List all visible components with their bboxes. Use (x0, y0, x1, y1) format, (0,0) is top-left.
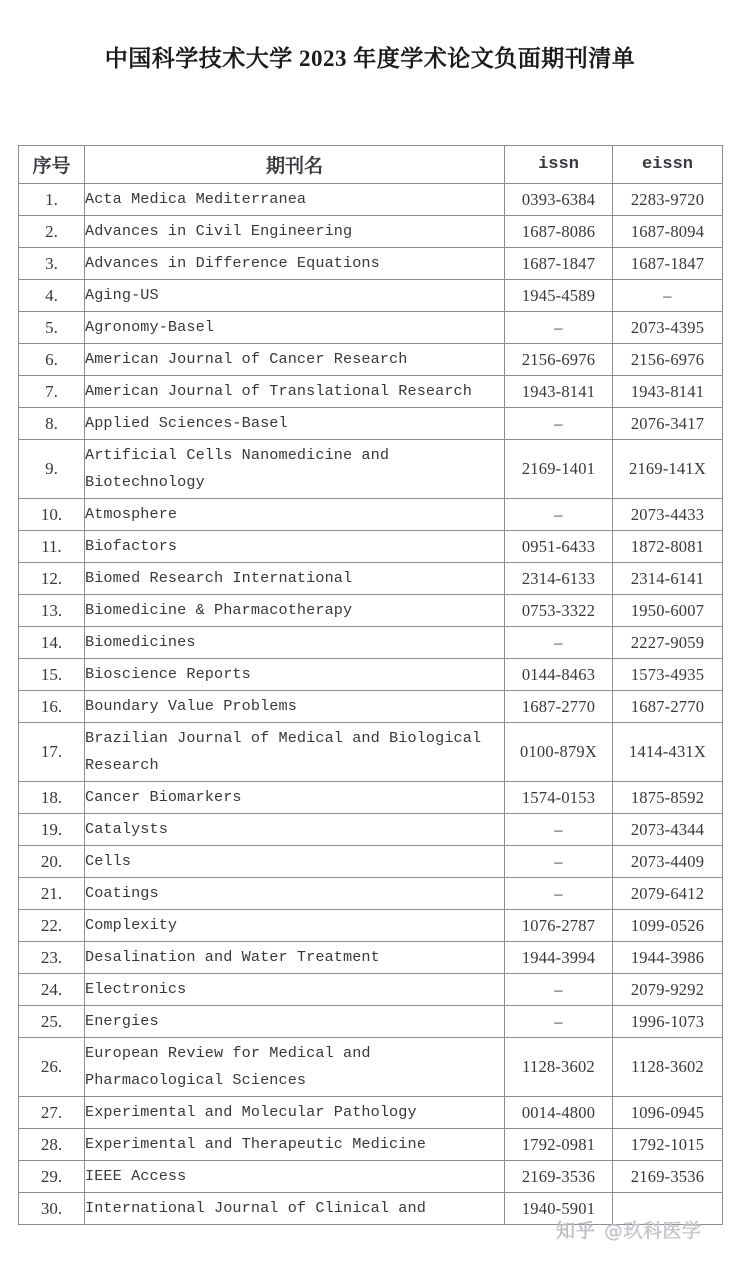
cell-index: 9. (19, 440, 85, 499)
cell-index: 5. (19, 312, 85, 344)
cell-issn: – (505, 814, 613, 846)
cell-eissn: 1996-1073 (613, 1006, 723, 1038)
cell-eissn: 2076-3417 (613, 408, 723, 440)
table-row (19, 846, 723, 878)
cell-index: 28. (19, 1129, 85, 1161)
cell-index: 13. (19, 595, 85, 627)
cell-journal-name (85, 691, 505, 723)
journal-name-line: Research (85, 756, 159, 774)
cell-eissn: 2169-3536 (613, 1161, 723, 1193)
journal-name-line: Energies (85, 1012, 159, 1031)
journal-name-line: Advances in Difference Equations (85, 254, 380, 273)
cell-eissn: 2156-6976 (613, 344, 723, 376)
table-row (19, 910, 723, 942)
cell-index: 2. (19, 216, 85, 248)
table-row (19, 814, 723, 846)
cell-journal-name (85, 531, 505, 563)
cell-journal-name (85, 1097, 505, 1129)
cell-issn: 1940-5901 (505, 1193, 613, 1225)
table-row (19, 659, 723, 691)
journal-name-line: Experimental and Molecular Pathology (85, 1103, 417, 1122)
journal-name-line: Desalination and Water Treatment (85, 948, 380, 967)
cell-issn: 0100-879X (505, 723, 613, 782)
journal-name-line: Applied Sciences-Basel (85, 414, 288, 433)
journal-name-line: Complexity (85, 916, 178, 935)
cell-journal-name (85, 814, 505, 846)
cell-eissn: 2283-9720 (613, 184, 723, 216)
cell-eissn (613, 1193, 723, 1225)
cell-index: 21. (19, 878, 85, 910)
cell-issn: 0951-6433 (505, 531, 613, 563)
cell-eissn: 2079-6412 (613, 878, 723, 910)
table-row (19, 248, 723, 280)
cell-eissn: 1099-0526 (613, 910, 723, 942)
cell-journal-name (85, 280, 505, 312)
table-row (19, 376, 723, 408)
cell-eissn: 1128-3602 (613, 1038, 723, 1097)
cell-index: 8. (19, 408, 85, 440)
table-row (19, 563, 723, 595)
journal-name-line: Agronomy-Basel (85, 318, 214, 337)
column-header-journal-name: 期刊名 (85, 146, 505, 184)
cell-issn: – (505, 499, 613, 531)
journal-name-line: Catalysts (85, 820, 168, 839)
cell-journal-name (85, 878, 505, 910)
cell-issn: 1944-3994 (505, 942, 613, 974)
cell-journal-name (85, 1006, 505, 1038)
cell-issn: 1943-8141 (505, 376, 613, 408)
column-header-index: 序号 (19, 146, 85, 184)
cell-index: 15. (19, 659, 85, 691)
journal-table-container (18, 145, 722, 1225)
journal-name-line: European Review for Medical and (85, 1044, 371, 1063)
cell-issn: – (505, 846, 613, 878)
table-row (19, 942, 723, 974)
cell-index: 22. (19, 910, 85, 942)
cell-eissn: 1950-6007 (613, 595, 723, 627)
journal-name-line: Cancer Biomarkers (85, 788, 242, 807)
cell-index: 19. (19, 814, 85, 846)
table-row (19, 691, 723, 723)
cell-issn: – (505, 974, 613, 1006)
table-row (19, 878, 723, 910)
cell-issn: 2169-3536 (505, 1161, 613, 1193)
table-row (19, 723, 723, 782)
journal-name-line: Artificial Cells Nanomedicine and (85, 446, 390, 465)
table-row (19, 216, 723, 248)
table-row (19, 499, 723, 531)
cell-journal-name (85, 499, 505, 531)
cell-issn: 2156-6976 (505, 344, 613, 376)
cell-eissn: 1943-8141 (613, 376, 723, 408)
table-row (19, 974, 723, 1006)
cell-eissn: 2073-4433 (613, 499, 723, 531)
cell-issn: 1945-4589 (505, 280, 613, 312)
cell-journal-name (85, 942, 505, 974)
cell-eissn: 1573-4935 (613, 659, 723, 691)
cell-issn: 1792-0981 (505, 1129, 613, 1161)
cell-journal-name (85, 312, 505, 344)
cell-eissn: 2314-6141 (613, 563, 723, 595)
journal-name-line: Biomed Research International (85, 569, 353, 588)
table-header-row (19, 146, 723, 184)
table-row (19, 1193, 723, 1225)
journal-name-line: Atmosphere (85, 505, 178, 524)
cell-index: 10. (19, 499, 85, 531)
journal-name-line: Cells (85, 852, 132, 871)
cell-journal-name (85, 782, 505, 814)
cell-journal-name (85, 910, 505, 942)
watermark-handle: @玖科医学 (604, 1220, 702, 1242)
cell-eissn: 1944-3986 (613, 942, 723, 974)
journal-name-line: Biomedicine & Pharmacotherapy (85, 601, 353, 620)
journal-name-line: Coatings (85, 884, 159, 903)
cell-index: 20. (19, 846, 85, 878)
cell-index: 23. (19, 942, 85, 974)
cell-journal-name (85, 659, 505, 691)
cell-eissn: 2169-141X (613, 440, 723, 499)
cell-issn: – (505, 312, 613, 344)
cell-eissn: 1096-0945 (613, 1097, 723, 1129)
cell-journal-name (85, 595, 505, 627)
page-title: 中国科学技术大学 2023 年度学术论文负面期刊清单 (104, 46, 636, 71)
cell-index: 11. (19, 531, 85, 563)
zhihu-logo-text: 知乎 (556, 1220, 597, 1242)
journal-name-line: Aging-US (85, 286, 159, 305)
cell-index: 24. (19, 974, 85, 1006)
cell-eissn: 1872-8081 (613, 531, 723, 563)
journal-name-line: Advances in Civil Engineering (85, 222, 353, 241)
journal-name-line: IEEE Access (85, 1167, 187, 1186)
journal-name-line: Biofactors (85, 537, 178, 556)
cell-issn: 2314-6133 (505, 563, 613, 595)
cell-journal-name (85, 974, 505, 1006)
cell-index: 25. (19, 1006, 85, 1038)
cell-journal-name (85, 723, 505, 782)
table-row (19, 1038, 723, 1097)
cell-index: 29. (19, 1161, 85, 1193)
cell-eissn: 1414-431X (613, 723, 723, 782)
cell-index: 7. (19, 376, 85, 408)
cell-index: 1. (19, 184, 85, 216)
cell-journal-name (85, 408, 505, 440)
cell-journal-name (85, 344, 505, 376)
journal-name-line: American Journal of Translational Research (85, 382, 472, 401)
cell-issn: 1687-8086 (505, 216, 613, 248)
cell-issn: – (505, 627, 613, 659)
cell-eissn: 2073-4395 (613, 312, 723, 344)
cell-issn: 1687-1847 (505, 248, 613, 280)
cell-issn: 0014-4800 (505, 1097, 613, 1129)
journal-name-line: Pharmacological Sciences (85, 1071, 307, 1089)
cell-eissn: 1687-8094 (613, 216, 723, 248)
cell-journal-name (85, 563, 505, 595)
cell-journal-name (85, 184, 505, 216)
cell-eissn: 2073-4344 (613, 814, 723, 846)
column-header-issn: issn (505, 146, 613, 184)
journal-name-line: Electronics (85, 980, 187, 999)
cell-index: 12. (19, 563, 85, 595)
table-row (19, 440, 723, 499)
cell-journal-name (85, 1193, 505, 1225)
cell-issn: – (505, 408, 613, 440)
journal-name-line: Biotechnology (85, 473, 205, 491)
cell-index: 16. (19, 691, 85, 723)
cell-index: 30. (19, 1193, 85, 1225)
cell-issn: 2169-1401 (505, 440, 613, 499)
cell-issn: 0144-8463 (505, 659, 613, 691)
table-row (19, 782, 723, 814)
cell-issn: 1128-3602 (505, 1038, 613, 1097)
cell-index: 14. (19, 627, 85, 659)
cell-journal-name (85, 1161, 505, 1193)
cell-eissn: 2073-4409 (613, 846, 723, 878)
cell-issn: – (505, 1006, 613, 1038)
cell-index: 27. (19, 1097, 85, 1129)
table-row (19, 344, 723, 376)
cell-issn: 1076-2787 (505, 910, 613, 942)
cell-journal-name (85, 1129, 505, 1161)
table-row (19, 312, 723, 344)
cell-issn: – (505, 878, 613, 910)
journal-name-line: Biomedicines (85, 633, 196, 652)
journal-name-line: International Journal of Clinical and (85, 1199, 426, 1218)
journal-name-line: Boundary Value Problems (85, 697, 297, 716)
cell-issn: 1687-2770 (505, 691, 613, 723)
cell-issn: 0393-6384 (505, 184, 613, 216)
cell-index: 18. (19, 782, 85, 814)
cell-journal-name (85, 248, 505, 280)
cell-eissn: 1792-1015 (613, 1129, 723, 1161)
table-row (19, 595, 723, 627)
cell-journal-name (85, 376, 505, 408)
journal-name-line: American Journal of Cancer Research (85, 350, 408, 369)
cell-journal-name (85, 216, 505, 248)
cell-eissn: 2227-9059 (613, 627, 723, 659)
table-body (19, 184, 723, 1225)
cell-journal-name (85, 627, 505, 659)
cell-journal-name (85, 440, 505, 499)
cell-issn: 1574-0153 (505, 782, 613, 814)
journal-name-line: Brazilian Journal of Medical and Biological (85, 729, 482, 748)
cell-index: 17. (19, 723, 85, 782)
table-row (19, 1129, 723, 1161)
cell-eissn: 1875-8592 (613, 782, 723, 814)
table-row (19, 531, 723, 563)
cell-eissn: 2079-9292 (613, 974, 723, 1006)
cell-index: 26. (19, 1038, 85, 1097)
table-row (19, 408, 723, 440)
cell-eissn: – (613, 280, 723, 312)
cell-index: 4. (19, 280, 85, 312)
cell-index: 6. (19, 344, 85, 376)
table-row (19, 627, 723, 659)
negative-journal-list-table (18, 145, 723, 1225)
cell-journal-name (85, 846, 505, 878)
table-header (19, 146, 723, 184)
table-row (19, 1006, 723, 1038)
table-row (19, 280, 723, 312)
journal-name-line: Bioscience Reports (85, 665, 251, 684)
table-row (19, 184, 723, 216)
cell-eissn: 1687-2770 (613, 691, 723, 723)
column-header-eissn: eissn (613, 146, 723, 184)
cell-index: 3. (19, 248, 85, 280)
table-row (19, 1097, 723, 1129)
cell-issn: 0753-3322 (505, 595, 613, 627)
table-row (19, 1161, 723, 1193)
cell-eissn: 1687-1847 (613, 248, 723, 280)
cell-journal-name (85, 1038, 505, 1097)
journal-name-line: Acta Medica Mediterranea (85, 190, 307, 209)
journal-name-line: Experimental and Therapeutic Medicine (85, 1135, 426, 1154)
